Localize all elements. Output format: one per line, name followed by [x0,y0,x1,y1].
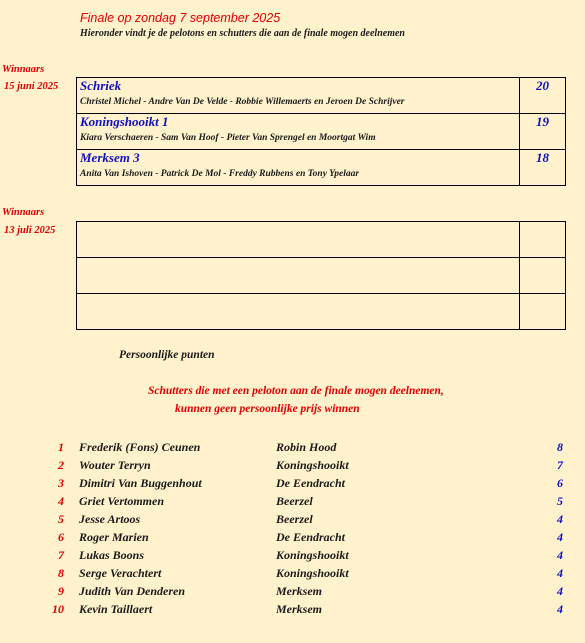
shooter-name: Wouter Terryn [79,458,151,472]
team-cell [77,114,520,150]
page-title: Finale op zondag 7 september 2025 [80,11,281,25]
rank-number: 9 [58,584,64,598]
score-cell [520,294,566,330]
team-row [77,150,566,186]
points-value: 6 [557,476,563,490]
shooter-name: Lukas Boons [79,548,145,562]
ranking-row [0,438,585,456]
rank-number: 3 [58,476,64,490]
ranking-row [0,528,585,546]
club-name: Beerzel [276,512,313,526]
rank-number: 7 [58,548,64,562]
ranking-row [0,600,585,618]
notice-line-2: kunnen geen persoonlijke prijs winnen [175,403,360,415]
team-score: 20 [536,78,549,93]
rank-number: 6 [58,530,64,544]
shooter-name: Serge Verachtert [79,566,162,580]
club-name: Beerzel [276,494,313,508]
club-name: Merksem [276,602,322,616]
team-cell [77,78,520,114]
points-value: 8 [557,440,563,454]
shooter-name: Judith Van Denderen [79,584,186,598]
club-name: Koningshooikt [276,458,349,472]
ranking-row [0,492,585,510]
club-name: Merksem [276,584,322,598]
points-value: 4 [557,584,563,598]
team-name: Koningshooikt 1 [80,114,169,129]
points-value: 4 [557,548,563,562]
winners-date-1: 15 juni 2025 [4,81,59,92]
ranking-row [0,456,585,474]
points-value: 7 [557,458,563,472]
club-name: Robin Hood [276,440,337,454]
rank-number: 2 [58,458,64,472]
team-cell [77,294,520,330]
winners-label-2: Winnaars [2,207,45,218]
points-value: 5 [557,494,563,508]
club-name: Koningshooikt [276,566,349,580]
rank-number: 5 [58,512,64,526]
empty-team-row [77,222,566,258]
points-value: 4 [557,602,563,616]
rank-number: 4 [58,494,64,508]
ranking-row [0,546,585,564]
rank-number: 8 [58,566,64,580]
team-row [77,78,566,114]
winners-label-1: Winnaars [2,64,45,75]
club-name: De Eendracht [276,476,345,490]
ranking-row [0,474,585,492]
rank-number: 1 [58,440,64,454]
ranking-row [0,510,585,528]
team-row [77,114,566,150]
ranking-row [0,582,585,600]
shooter-name: Roger Marien [79,530,149,544]
score-cell [520,222,566,258]
team-cell [77,150,520,186]
shooter-name: Frederik (Fons) Ceunen [79,440,201,454]
rank-number: 10 [52,602,64,616]
team-score: 19 [536,114,549,129]
empty-team-row [77,258,566,294]
score-cell [520,150,566,186]
score-cell [520,78,566,114]
winners-date-2: 13 juli 2025 [4,225,56,236]
shooter-name: Kevin Taillaert [79,602,153,616]
team-members: Kiara Verschaeren - Sam Van Hoof - Pieter Van Sprengel en Moortgat Wim [80,133,376,143]
empty-team-row [77,294,566,330]
team-members: Anita Van Ishoven - Patrick De Mol - Freddy Rubbens en Tony Ypelaar [80,169,360,179]
points-value: 4 [557,530,563,544]
club-name: De Eendracht [276,530,345,544]
shooter-name: Griet Vertommen [79,494,165,508]
team-cell [77,258,520,294]
team-score: 18 [536,150,549,165]
personal-points-heading: Persoonlijke punten [119,349,215,361]
shooter-name: Dimitri Van Buggenhout [79,476,202,490]
score-cell [520,114,566,150]
score-cell [520,258,566,294]
shooter-name: Jesse Artoos [79,512,141,526]
winners-table-2 [76,221,566,330]
team-name: Merksem 3 [80,150,140,165]
winners-table-1 [76,77,566,186]
club-name: Koningshooikt [276,548,349,562]
notice-line-1: Schutters die met een peloton aan de finale mogen deelnemen, [148,385,444,397]
points-value: 4 [557,512,563,526]
page-subtitle: Hieronder vindt je de pelotons en schutters die aan de finale mogen deelnemen [80,28,405,39]
ranking-row [0,564,585,582]
team-members: Christel Michel - Andre Van De Velde - Robbie Willemaerts en Jeroen De Schrijver [80,97,405,107]
team-cell [77,222,520,258]
team-name: Schriek [80,78,122,93]
points-value: 4 [557,566,563,580]
